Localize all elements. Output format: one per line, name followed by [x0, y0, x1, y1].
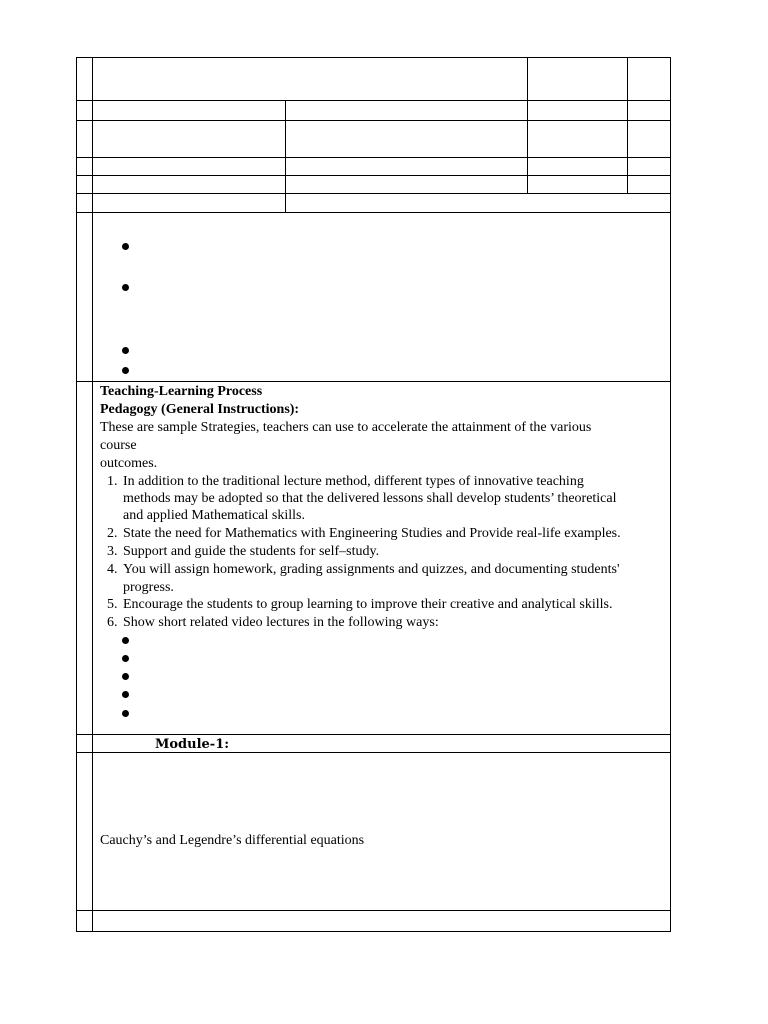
list-number: 3. — [107, 544, 118, 559]
bullet — [122, 691, 129, 698]
intro-text: outcomes. — [100, 456, 158, 471]
intro-text: These are sample Strategies, teachers can use to accelerate the attainment of the various — [100, 420, 592, 435]
module-content: Cauchy’s and Legendre’s differential equations — [100, 833, 365, 848]
section-subheading: Pedagogy (General Instructions): — [100, 402, 300, 417]
section-heading: Teaching-Learning Process — [100, 384, 263, 399]
list-number: 4. — [107, 562, 118, 577]
bullet — [122, 284, 129, 291]
module-title: Module-1: — [155, 737, 230, 752]
list-item: and applied Mathematical skills. — [123, 508, 305, 523]
bullet — [122, 637, 129, 644]
bullet — [122, 367, 129, 374]
list-item: In addition to the traditional lecture method, different types of innovative teaching — [123, 474, 584, 489]
bullet — [122, 673, 129, 680]
list-item: State the need for Mathematics with Engineering Studies and Provide real-life examples. — [123, 526, 621, 541]
list-item: progress. — [123, 580, 174, 595]
bullet — [122, 710, 129, 717]
intro-text: course — [100, 438, 137, 453]
list-item: Show short related video lectures in the following ways: — [123, 615, 439, 630]
list-item: methods may be adopted so that the delivered lessons shall develop students’ theoretical — [123, 491, 617, 506]
bullet — [122, 347, 129, 354]
list-number: 1. — [107, 474, 118, 489]
list-item: You will assign homework, grading assignments and quizzes, and documenting students' — [123, 562, 620, 577]
list-item: Support and guide the students for self–study. — [123, 544, 380, 559]
bullet — [122, 655, 129, 662]
list-item: Encourage the students to group learning to improve their creative and analytical skills. — [123, 597, 613, 612]
list-number: 5. — [107, 597, 118, 612]
list-number: 2. — [107, 526, 118, 541]
list-number: 6. — [107, 615, 118, 630]
bullet — [122, 243, 129, 250]
